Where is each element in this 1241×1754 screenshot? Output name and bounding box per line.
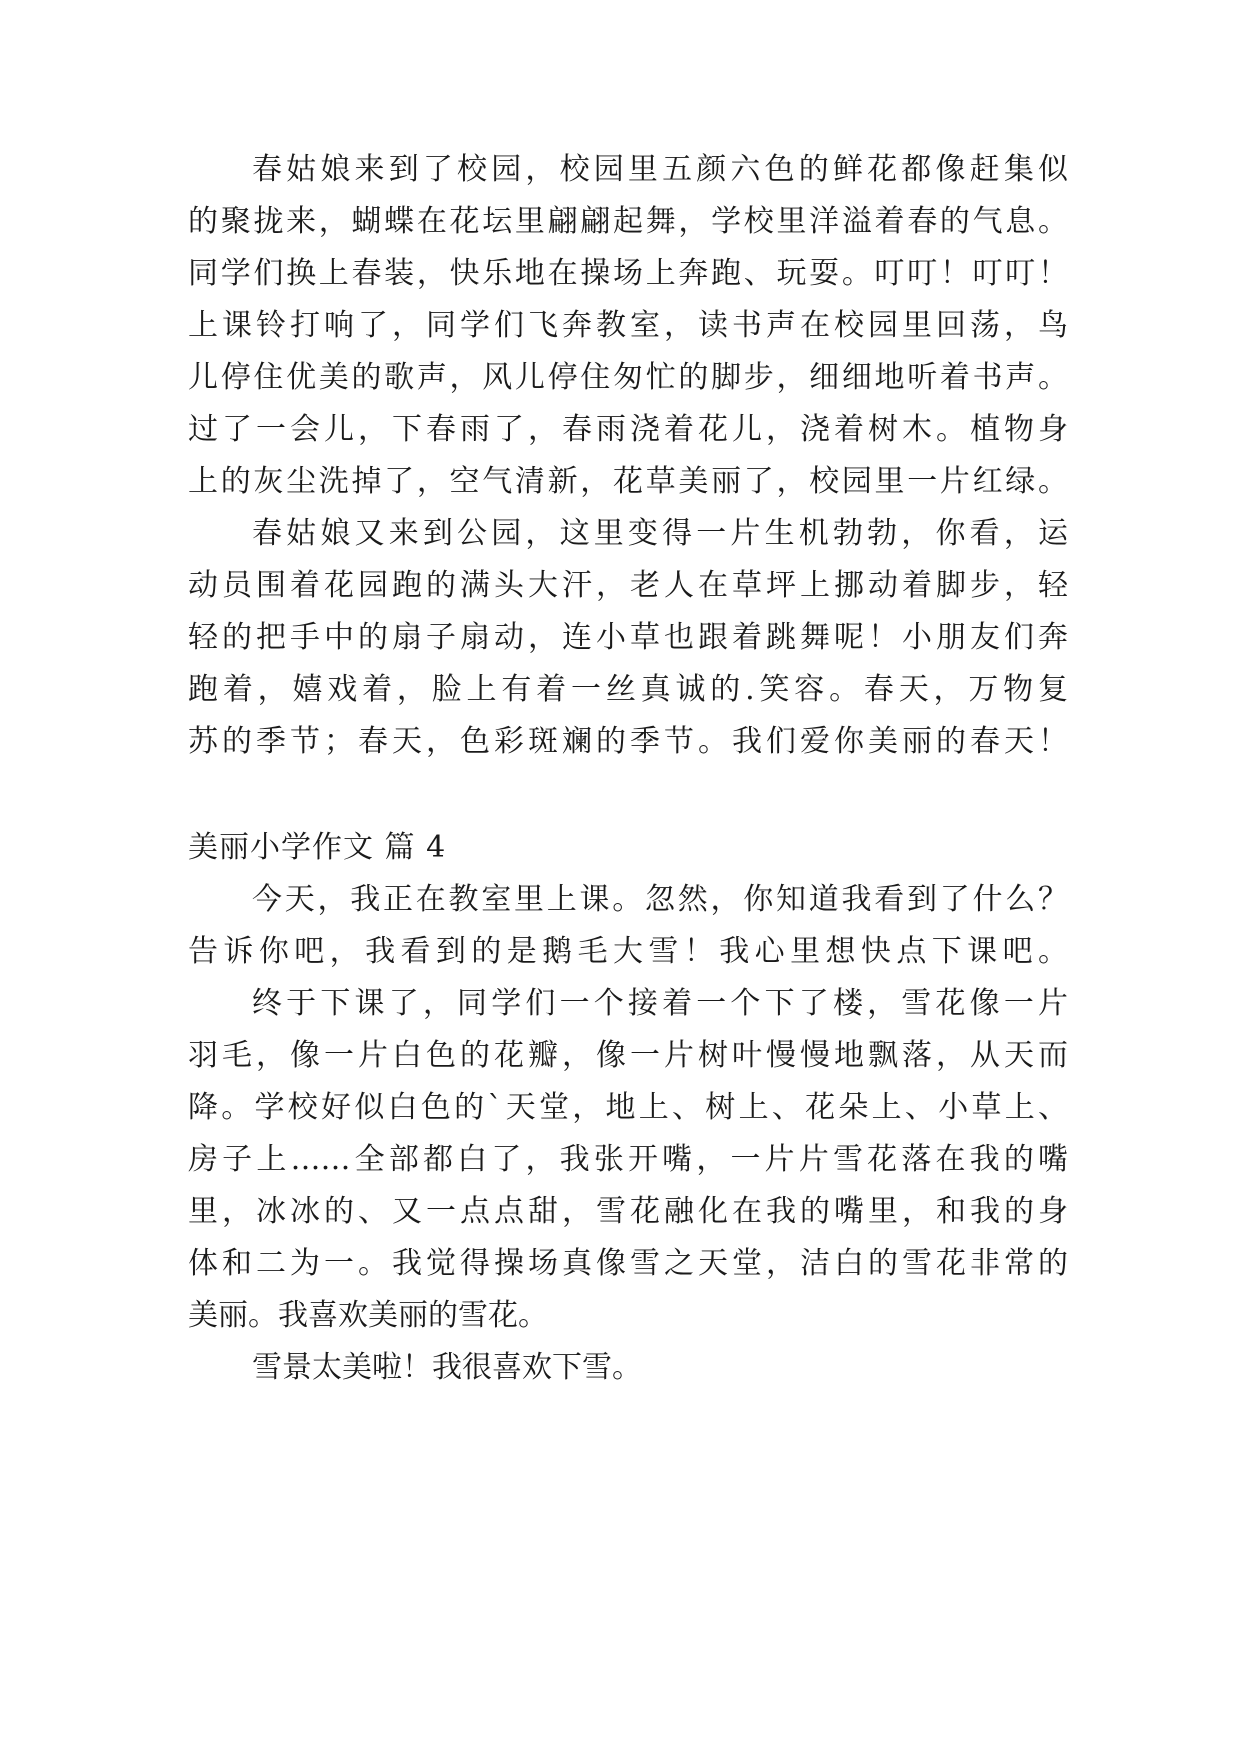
paragraph-line: 跑着，嬉戏着，脸上有着一丝真诚的.笑容。春天，万物复: [188, 672, 1068, 707]
section-heading: 美丽小学作文 篇 4: [188, 830, 447, 865]
paragraph-line: 今天，我正在教室里上课。忽然，你知道我看到了什么？: [252, 882, 1068, 917]
paragraph-line: 羽毛，像一片白色的花瓣，像一片树叶慢慢地飘落，从天而: [188, 1038, 1068, 1073]
paragraph-line: 终于下课了，同学们一个接着一个下了楼，雪花像一片: [252, 986, 1068, 1021]
paragraph-line: 春姑娘来到了校园，校园里五颜六色的鲜花都像赶集似: [252, 152, 1068, 187]
paragraph-line: 降。学校好似白色的`天堂，地上、树上、花朵上、小草上、: [188, 1090, 1068, 1125]
paragraph-line: 里，冰冰的、又一点点甜，雪花融化在我的嘴里，和我的身: [188, 1194, 1068, 1229]
paragraph-line: 苏的季节；春天，色彩斑斓的季节。我们爱你美丽的春天！: [188, 724, 1068, 759]
paragraph-line: 美丽。我喜欢美丽的雪花。: [188, 1298, 548, 1333]
paragraph-line: 告诉你吧，我看到的是鹅毛大雪！我心里想快点下课吧。: [188, 934, 1068, 969]
paragraph-line: 体和二为一。我觉得操场真像雪之天堂，洁白的雪花非常的: [188, 1246, 1068, 1281]
paragraph-line: 上课铃打响了，同学们飞奔教室，读书声在校园里回荡，鸟: [188, 308, 1068, 343]
paragraph-line: 同学们换上春装，快乐地在操场上奔跑、玩耍。叮叮！叮叮！: [188, 256, 1068, 291]
paragraph-line: 轻的把手中的扇子扇动，连小草也跟着跳舞呢！小朋友们奔: [188, 620, 1068, 655]
paragraph-line: 动员围着花园跑的满头大汗，老人在草坪上挪动着脚步，轻: [188, 568, 1068, 603]
paragraph-line: 的聚拢来，蝴蝶在花坛里翩翩起舞，学校里洋溢着春的气息。: [188, 204, 1068, 239]
paragraph-line: 房子上……全部都白了，我张开嘴，一片片雪花落在我的嘴: [188, 1142, 1068, 1177]
paragraph-line: 雪景太美啦！我很喜欢下雪。: [252, 1350, 642, 1385]
paragraph-line: 上的灰尘洗掉了，空气清新，花草美丽了，校园里一片红绿。: [188, 464, 1068, 499]
paragraph-line: 儿停住优美的歌声，风儿停住匆忙的脚步，细细地听着书声。: [188, 360, 1068, 395]
paragraph-line: 过了一会儿，下春雨了，春雨浇着花儿，浇着树木。植物身: [188, 412, 1068, 447]
paragraph-line: 春姑娘又来到公园，这里变得一片生机勃勃，你看，运: [252, 516, 1068, 551]
